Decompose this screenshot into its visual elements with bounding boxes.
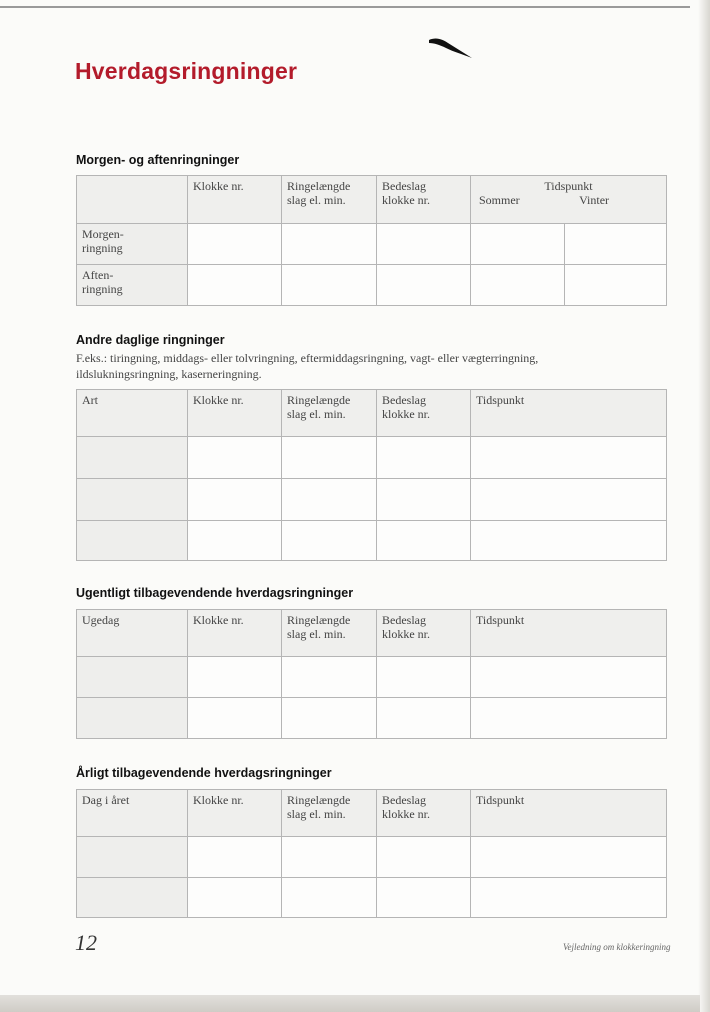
header-bedeslag: Bedeslag klokke nr. <box>377 176 471 224</box>
header-klokke: Klokke nr. <box>188 790 282 837</box>
entry-cell[interactable] <box>471 479 667 521</box>
entry-cell[interactable] <box>377 837 471 878</box>
entry-cell[interactable] <box>282 479 377 521</box>
entry-cell[interactable] <box>471 837 667 878</box>
entry-cell[interactable] <box>471 698 667 739</box>
header-sommer: Sommer <box>479 193 520 207</box>
entry-cell[interactable] <box>282 878 377 918</box>
page-number: 12 <box>75 930 97 955</box>
aarligt-table <box>76 789 667 918</box>
table-row <box>77 224 667 265</box>
entry-cell-label[interactable] <box>77 521 188 561</box>
entry-cell[interactable] <box>188 224 282 265</box>
entry-cell[interactable] <box>188 837 282 878</box>
table-row <box>77 698 667 739</box>
entry-cell[interactable] <box>282 698 377 739</box>
entry-cell[interactable] <box>471 657 667 698</box>
entry-cell[interactable] <box>282 265 377 306</box>
entry-cell-vinter[interactable] <box>565 224 667 265</box>
entry-cell-sommer[interactable] <box>471 224 565 265</box>
header-dag-i-aaret: Dag i året <box>77 790 188 837</box>
entry-cell[interactable] <box>188 265 282 306</box>
entry-cell[interactable] <box>282 657 377 698</box>
entry-cell[interactable] <box>188 437 282 479</box>
section-heading-andre-daglige: Andre daglige ringninger <box>76 333 225 347</box>
header-empty-cell <box>77 176 188 224</box>
header-tidspunkt: Tidspunkt Sommer Vinter <box>471 176 667 224</box>
header-ugedag: Ugedag <box>77 610 188 657</box>
table-row <box>77 265 667 306</box>
morning-evening-table <box>76 175 667 306</box>
entry-cell[interactable] <box>377 698 471 739</box>
header-ringelaengde: Ringelængde slag el. min. <box>282 176 377 224</box>
table-row <box>77 878 667 918</box>
header-tidspunkt: Tidspunkt <box>471 790 667 837</box>
section-heading-aarligt: Årligt tilbagevendende hverdagsringninger <box>76 766 332 780</box>
table-header-row <box>77 390 667 437</box>
section-heading-ugentligt: Ugentligt tilbagevendende hverdagsringninger <box>76 586 354 600</box>
entry-cell-label[interactable] <box>77 698 188 739</box>
entry-cell[interactable] <box>377 437 471 479</box>
entry-cell[interactable] <box>282 837 377 878</box>
header-bedeslag: Bedeslag klokke nr. <box>377 610 471 657</box>
entry-cell-label[interactable] <box>77 657 188 698</box>
header-klokke: Klokke nr. <box>188 176 282 224</box>
header-bedeslag: Bedeslag klokke nr. <box>377 790 471 837</box>
ugentligt-table <box>76 609 667 739</box>
table-row <box>77 657 667 698</box>
table-row <box>77 521 667 561</box>
header-ringelaengde: Ringelængde slag el. min. <box>282 790 377 837</box>
entry-cell[interactable] <box>282 521 377 561</box>
entry-cell[interactable] <box>188 479 282 521</box>
entry-cell[interactable] <box>471 878 667 918</box>
table-header-row <box>77 610 667 657</box>
header-ringelaengde: Ringelængde slag el. min. <box>282 390 377 437</box>
table-row <box>77 479 667 521</box>
entry-cell[interactable] <box>471 437 667 479</box>
entry-cell-label[interactable] <box>77 437 188 479</box>
header-tidspunkt: Tidspunkt <box>471 390 667 437</box>
section-heading-morning-evening: Morgen- og aftenringninger <box>76 153 240 167</box>
entry-cell[interactable] <box>377 521 471 561</box>
entry-cell-label[interactable] <box>77 878 188 918</box>
header-vinter: Vinter <box>579 193 610 207</box>
entry-cell-label[interactable] <box>77 479 188 521</box>
table-row <box>77 837 667 878</box>
page-edge-shadow <box>698 0 710 1012</box>
entry-cell[interactable] <box>377 657 471 698</box>
header-tidspunkt: Tidspunkt <box>471 610 667 657</box>
entry-cell[interactable] <box>188 698 282 739</box>
header-klokke: Klokke nr. <box>188 610 282 657</box>
entry-cell[interactable] <box>188 521 282 561</box>
entry-cell[interactable] <box>188 878 282 918</box>
entry-cell[interactable] <box>377 878 471 918</box>
header-ringelaengde: Ringelængde slag el. min. <box>282 610 377 657</box>
header-bedeslag: Bedeslag klokke nr. <box>377 390 471 437</box>
header-klokke: Klokke nr. <box>188 390 282 437</box>
andre-daglige-table <box>76 389 667 561</box>
table-row <box>77 437 667 479</box>
section-intro-text: F.eks.: tiringning, middags- eller tolvringning, eftermiddagsringning, vagt- eller vægterringning, ildslukningsringning, kaserneringning. <box>76 351 539 381</box>
page-bottom-shadow <box>0 995 700 1012</box>
entry-cell[interactable] <box>471 521 667 561</box>
entry-cell[interactable] <box>188 657 282 698</box>
entry-cell-sommer[interactable] <box>471 265 565 306</box>
entry-cell[interactable] <box>377 479 471 521</box>
table-header-row <box>77 176 667 224</box>
entry-cell[interactable] <box>377 265 471 306</box>
running-footer-title: Vejledning om klokkeringning <box>563 942 671 952</box>
bell-logo-icon <box>428 34 474 60</box>
entry-cell[interactable] <box>282 437 377 479</box>
top-rule <box>0 6 690 8</box>
row-label-morgen: Morgen- ringning <box>77 224 188 265</box>
header-art: Art <box>77 390 188 437</box>
entry-cell-label[interactable] <box>77 837 188 878</box>
row-label-aften: Aften- ringning <box>77 265 188 306</box>
entry-cell[interactable] <box>377 224 471 265</box>
page-title: Hverdagsringninger <box>75 58 298 84</box>
table-header-row <box>77 790 667 837</box>
entry-cell-vinter[interactable] <box>565 265 667 306</box>
entry-cell[interactable] <box>282 224 377 265</box>
